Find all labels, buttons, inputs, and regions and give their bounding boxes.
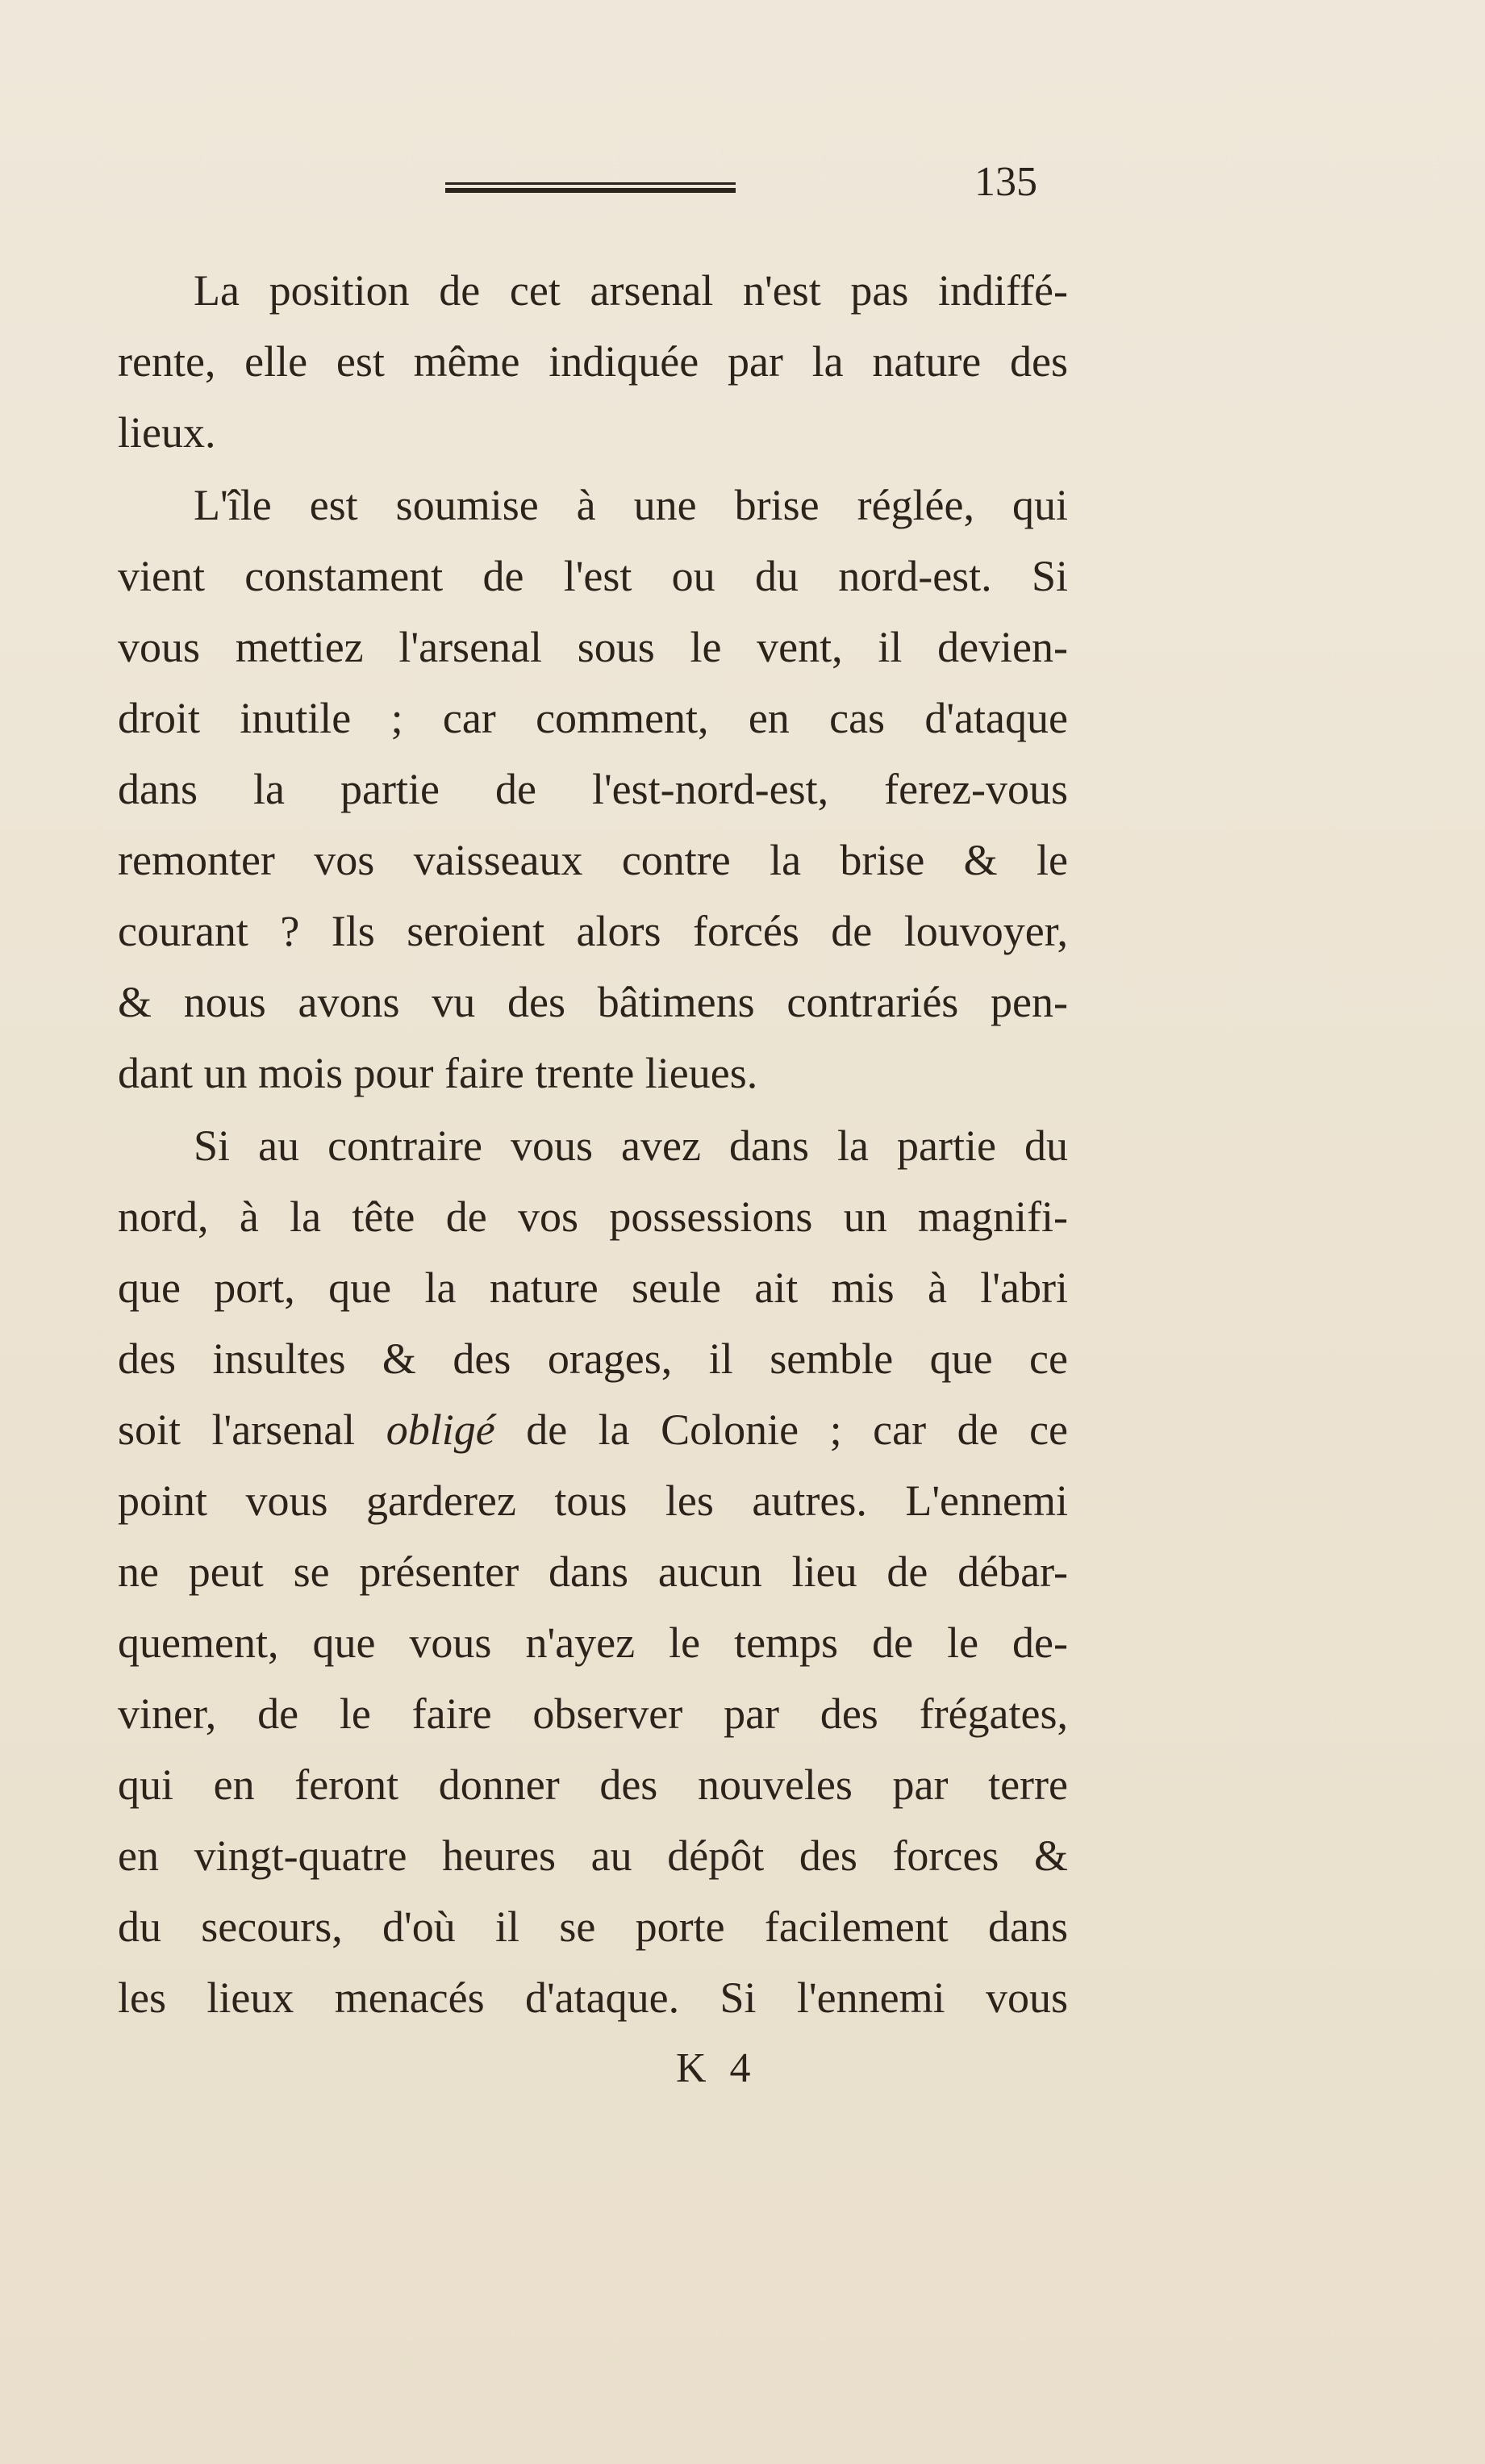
text-line: qui en feront donner des nouveles par terre [118, 1760, 1068, 1809]
text-line: en vingt-quatre heures au dépôt des forces & [118, 1831, 1068, 1880]
text-line: L'île est soumise à une brise réglée, qui [194, 481, 1068, 529]
text-line: droit inutile ; car comment, en cas d'ataque [118, 694, 1068, 742]
text-line: rente, elle est même indiquée par la nature des [118, 337, 1068, 386]
header-rule-thin [445, 182, 736, 185]
text-line: ne peut se présenter dans aucun lieu de débar- [118, 1547, 1068, 1596]
text-line: lieux. [118, 408, 216, 457]
text-line: des insultes & des orages, il semble que ce [118, 1334, 1068, 1383]
header-double-rule [445, 182, 736, 194]
text-line: dans la partie de l'est-nord-est, ferez-vous [118, 765, 1068, 813]
text-line: remonter vos vaisseaux contre la brise & le [118, 836, 1068, 884]
text-line: du secours, d'où il se porte facilement dans [118, 1902, 1068, 1951]
text-line: nord, à la tête de vos possessions un magnifi- [118, 1192, 1068, 1241]
text-segment: de la Colonie ; car de ce [526, 1405, 1069, 1454]
signature-mark: K 4 [676, 2045, 757, 2091]
text-line: que port, que la nature seule ait mis à l'abri [118, 1263, 1068, 1312]
italic-word: obligé [386, 1405, 495, 1454]
page-number: 135 [974, 159, 1037, 205]
text-line: Si au contraire vous avez dans la partie du [194, 1121, 1068, 1170]
text-line: quement, que vous n'ayez le temps de le de- [118, 1618, 1068, 1667]
text-line: dant un mois pour faire trente lieues. [118, 1049, 758, 1097]
text-line: courant ? Ils seroient alors forcés de louvoyer, [118, 907, 1068, 955]
text-line: viner, de le faire observer par des frégates, [118, 1689, 1068, 1738]
text-segment: soit l'arsenal [118, 1405, 356, 1454]
text-line: vous mettiez l'arsenal sous le vent, il devien- [118, 623, 1068, 671]
header-rule-thick [445, 188, 736, 193]
text-line: & nous avons vu des bâtimens contrariés pen- [118, 978, 1068, 1026]
text-line-with-italic [118, 1404, 1068, 1455]
text-line: La position de cet arsenal n'est pas indiffé- [194, 266, 1068, 315]
text-line: les lieux menacés d'ataque. Si l'ennemi vous [118, 1973, 1068, 2022]
text-line: point vous garderez tous les autres. L'ennemi [118, 1476, 1068, 1525]
text-line: vient constament de l'est ou du nord-est. Si [118, 552, 1068, 600]
